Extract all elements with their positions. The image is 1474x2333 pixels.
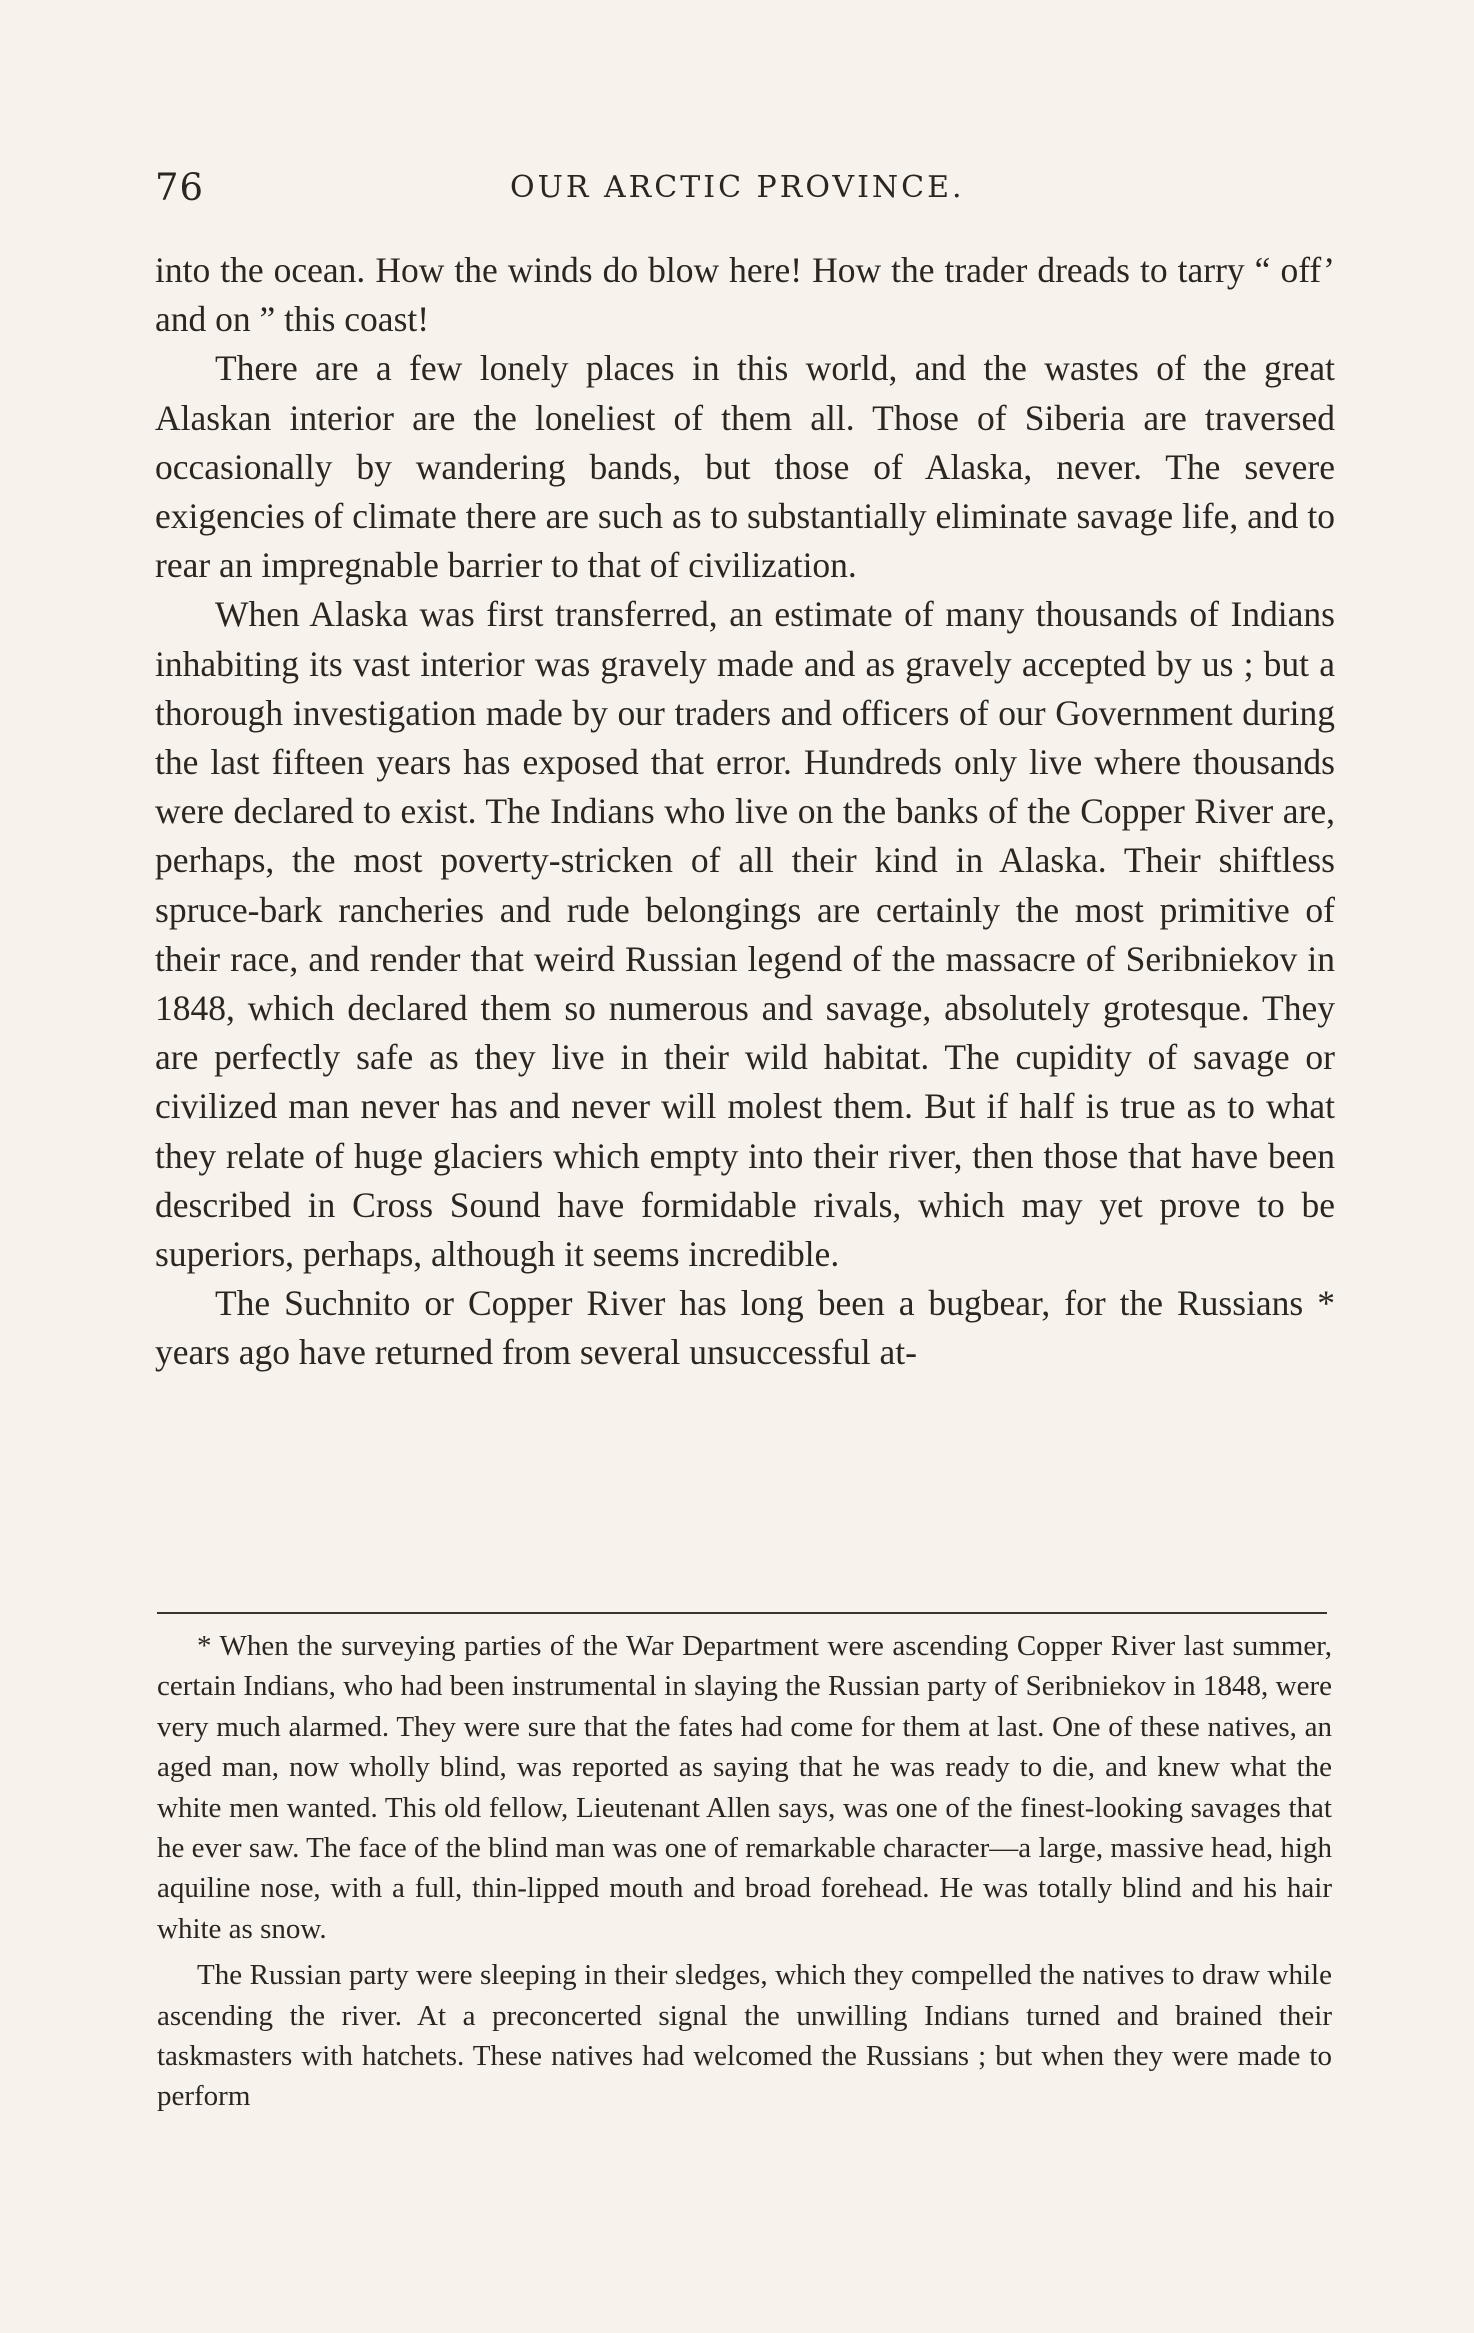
- footnotes: [157, 1626, 1332, 2123]
- footnote: The Russian party were sleeping in their sledges, which they compelled the natives to draw while ascending the river. At a preconcerted signal the unwilling Indians turned and brained their taskmasters with hatchets. These natives had welcomed the Russians ; but when they were made to perform: [157, 1959, 1332, 2113]
- paragraph: When Alaska was first transferred, an estimate of many thousands of Indians inhabiting its vast interior was gravely made and as gravely accepted by us ; but a thorough investigation made by our traders and officers of our Government during the last fifteen years has exposed that error. Hundreds only live where thousands were declared to exist. The Indians who live on the banks of the Copper River are, perhaps, the most poverty-stricken of all their kind in Alaska. Their shiftless spruce-bark rancheries and rude belongings are certainly the most primitive of their race, and render that weird Russian legend of the massacre of Seribniekov in 1848, which declared them so numerous and savage, absolutely grotesque. They are perfectly safe as they live in their wild habitat. The cupidity of savage or civilized man never has and never will molest them. But if half is true as to what they relate of huge glaciers which empty into their river, then those that have been described in Cross Sound have formidable rivals, which may yet prove to be superiors, perhaps, although it seems incredible.: [155, 594, 1335, 1275]
- body-text: [155, 246, 1335, 1378]
- paragraph: There are a few lonely places in this world, and the wastes of the great Alaskan interior are the loneliest of them all. Those of Siberia are traversed occasionally by wandering bands, but those of Alaska, never. The severe exigencies of climate there are such as to substantially eliminate savage life, and to rear an impregnable barrier to that of civilization.: [155, 348, 1335, 586]
- footnote-divider: [157, 1612, 1327, 1614]
- page-number: 76: [155, 166, 205, 209]
- running-title: OUR ARCTIC PROVINCE.: [510, 170, 965, 205]
- footnote: * When the surveying parties of the War Department were ascending Copper River last summer, certain Indians, who had been instrumental in slaying the Russian party of Seribniekov in 1848, were very much alarmed. They were sure that the fates had come for them at last. One of these natives, an aged man, now wholly blind, was reported as saying that he was ready to die, and knew what the white men wanted. This old fellow, Lieutenant Allen says, was one of the finest-looking savages that he ever saw. The face of the blind man was one of remarkable character—a large, massive head, high aquiline nose, with a full, thin-lipped mouth and broad forehead. He was totally blind and his hair white as snow.: [157, 1630, 1332, 1945]
- running-head: [155, 166, 1335, 214]
- paragraph: The Suchnito or Copper River has long been a bugbear, for the Russians * years ago have returned from several unsuccessful at-: [155, 1283, 1335, 1373]
- paragraph: into the ocean. How the winds do blow here! How the trader dreads to tarry “ off’ and on ” this coast!: [155, 250, 1335, 340]
